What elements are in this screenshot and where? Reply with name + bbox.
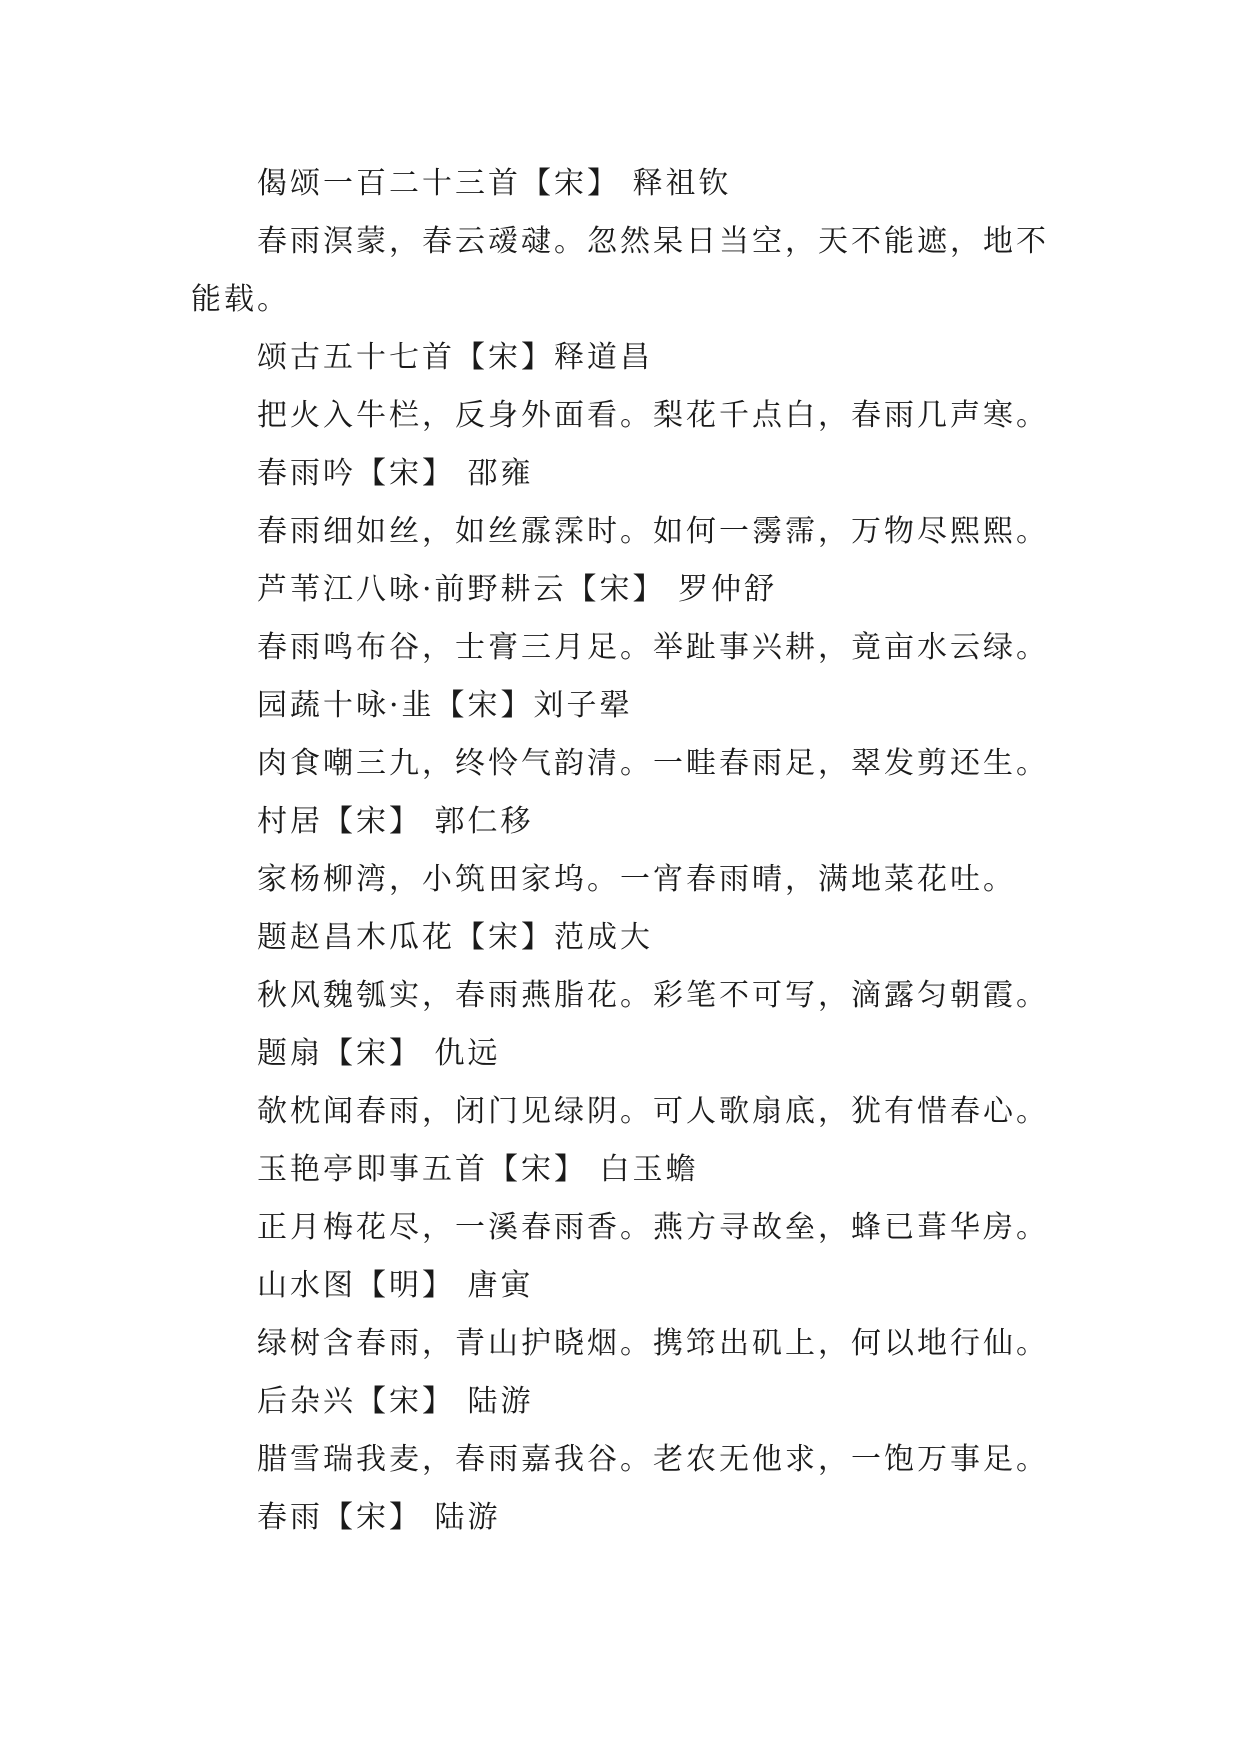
poem-title: 颂古五十七首【宋】释道昌: [257, 340, 653, 375]
poem-text: 秋风魏瓠实，春雨燕脂花。彩笔不可写，滴露匀朝霞。: [257, 978, 1049, 1013]
poem-title: 芦苇江八咏·前野耕云【宋】 罗仲舒: [257, 572, 778, 607]
poem-text: 正月梅花尽，一溪春雨香。燕方寻故垒，蜂已葺华房。: [257, 1210, 1049, 1245]
poem-title: 玉艳亭即事五首【宋】 白玉蟾: [257, 1152, 699, 1187]
poem-text: 春雨细如丝，如丝霡霂时。如何一霶霈，万物尽熙熙。: [257, 514, 1049, 549]
poem-title: 春雨吟【宋】 邵雍: [257, 456, 534, 491]
poem-text: 把火入牛栏，反身外面看。梨花千点白，春雨几声寒。: [257, 398, 1049, 433]
poem-title: 偈颂一百二十三首【宋】 释祖钦: [257, 166, 732, 201]
poem-text: 春雨鸣布谷，士膏三月足。举趾事兴耕，竟亩水云绿。: [257, 630, 1049, 665]
poem-title: 园蔬十咏·韭【宋】刘子翚: [257, 688, 633, 723]
poem-title: 题扇【宋】 仇远: [257, 1036, 501, 1071]
poem-title: 题赵昌木瓜花【宋】范成大: [257, 920, 653, 955]
poem-text: 欹枕闻春雨，闭门见绿阴。可人歌扇底，犹有惜春心。: [257, 1094, 1049, 1129]
poem-title: 后杂兴【宋】 陆游: [257, 1384, 534, 1419]
poem-text: 春雨溟蒙，春云叆叇。忽然杲日当空，天不能遮，地不能载。: [191, 224, 1049, 317]
poem-text: 腊雪瑞我麦，春雨嘉我谷。老农无他求，一饱万事足。: [257, 1442, 1049, 1477]
poem-text: 肉食嘲三九，终怜气韵清。一畦春雨足，翠发剪还生。: [257, 746, 1049, 781]
poem-text: 绿树含春雨，青山护晓烟。携筇出矶上，何以地行仙。: [257, 1326, 1049, 1361]
poem-title: 村居【宋】 郭仁移: [257, 804, 534, 839]
poem-title: 山水图【明】 唐寅: [257, 1268, 534, 1303]
document-body: [191, 155, 1071, 1547]
poem-text: 家杨柳湾，小筑田家坞。一宵春雨晴，满地菜花吐。: [257, 862, 1016, 897]
poem-title: 春雨【宋】 陆游: [257, 1500, 501, 1535]
